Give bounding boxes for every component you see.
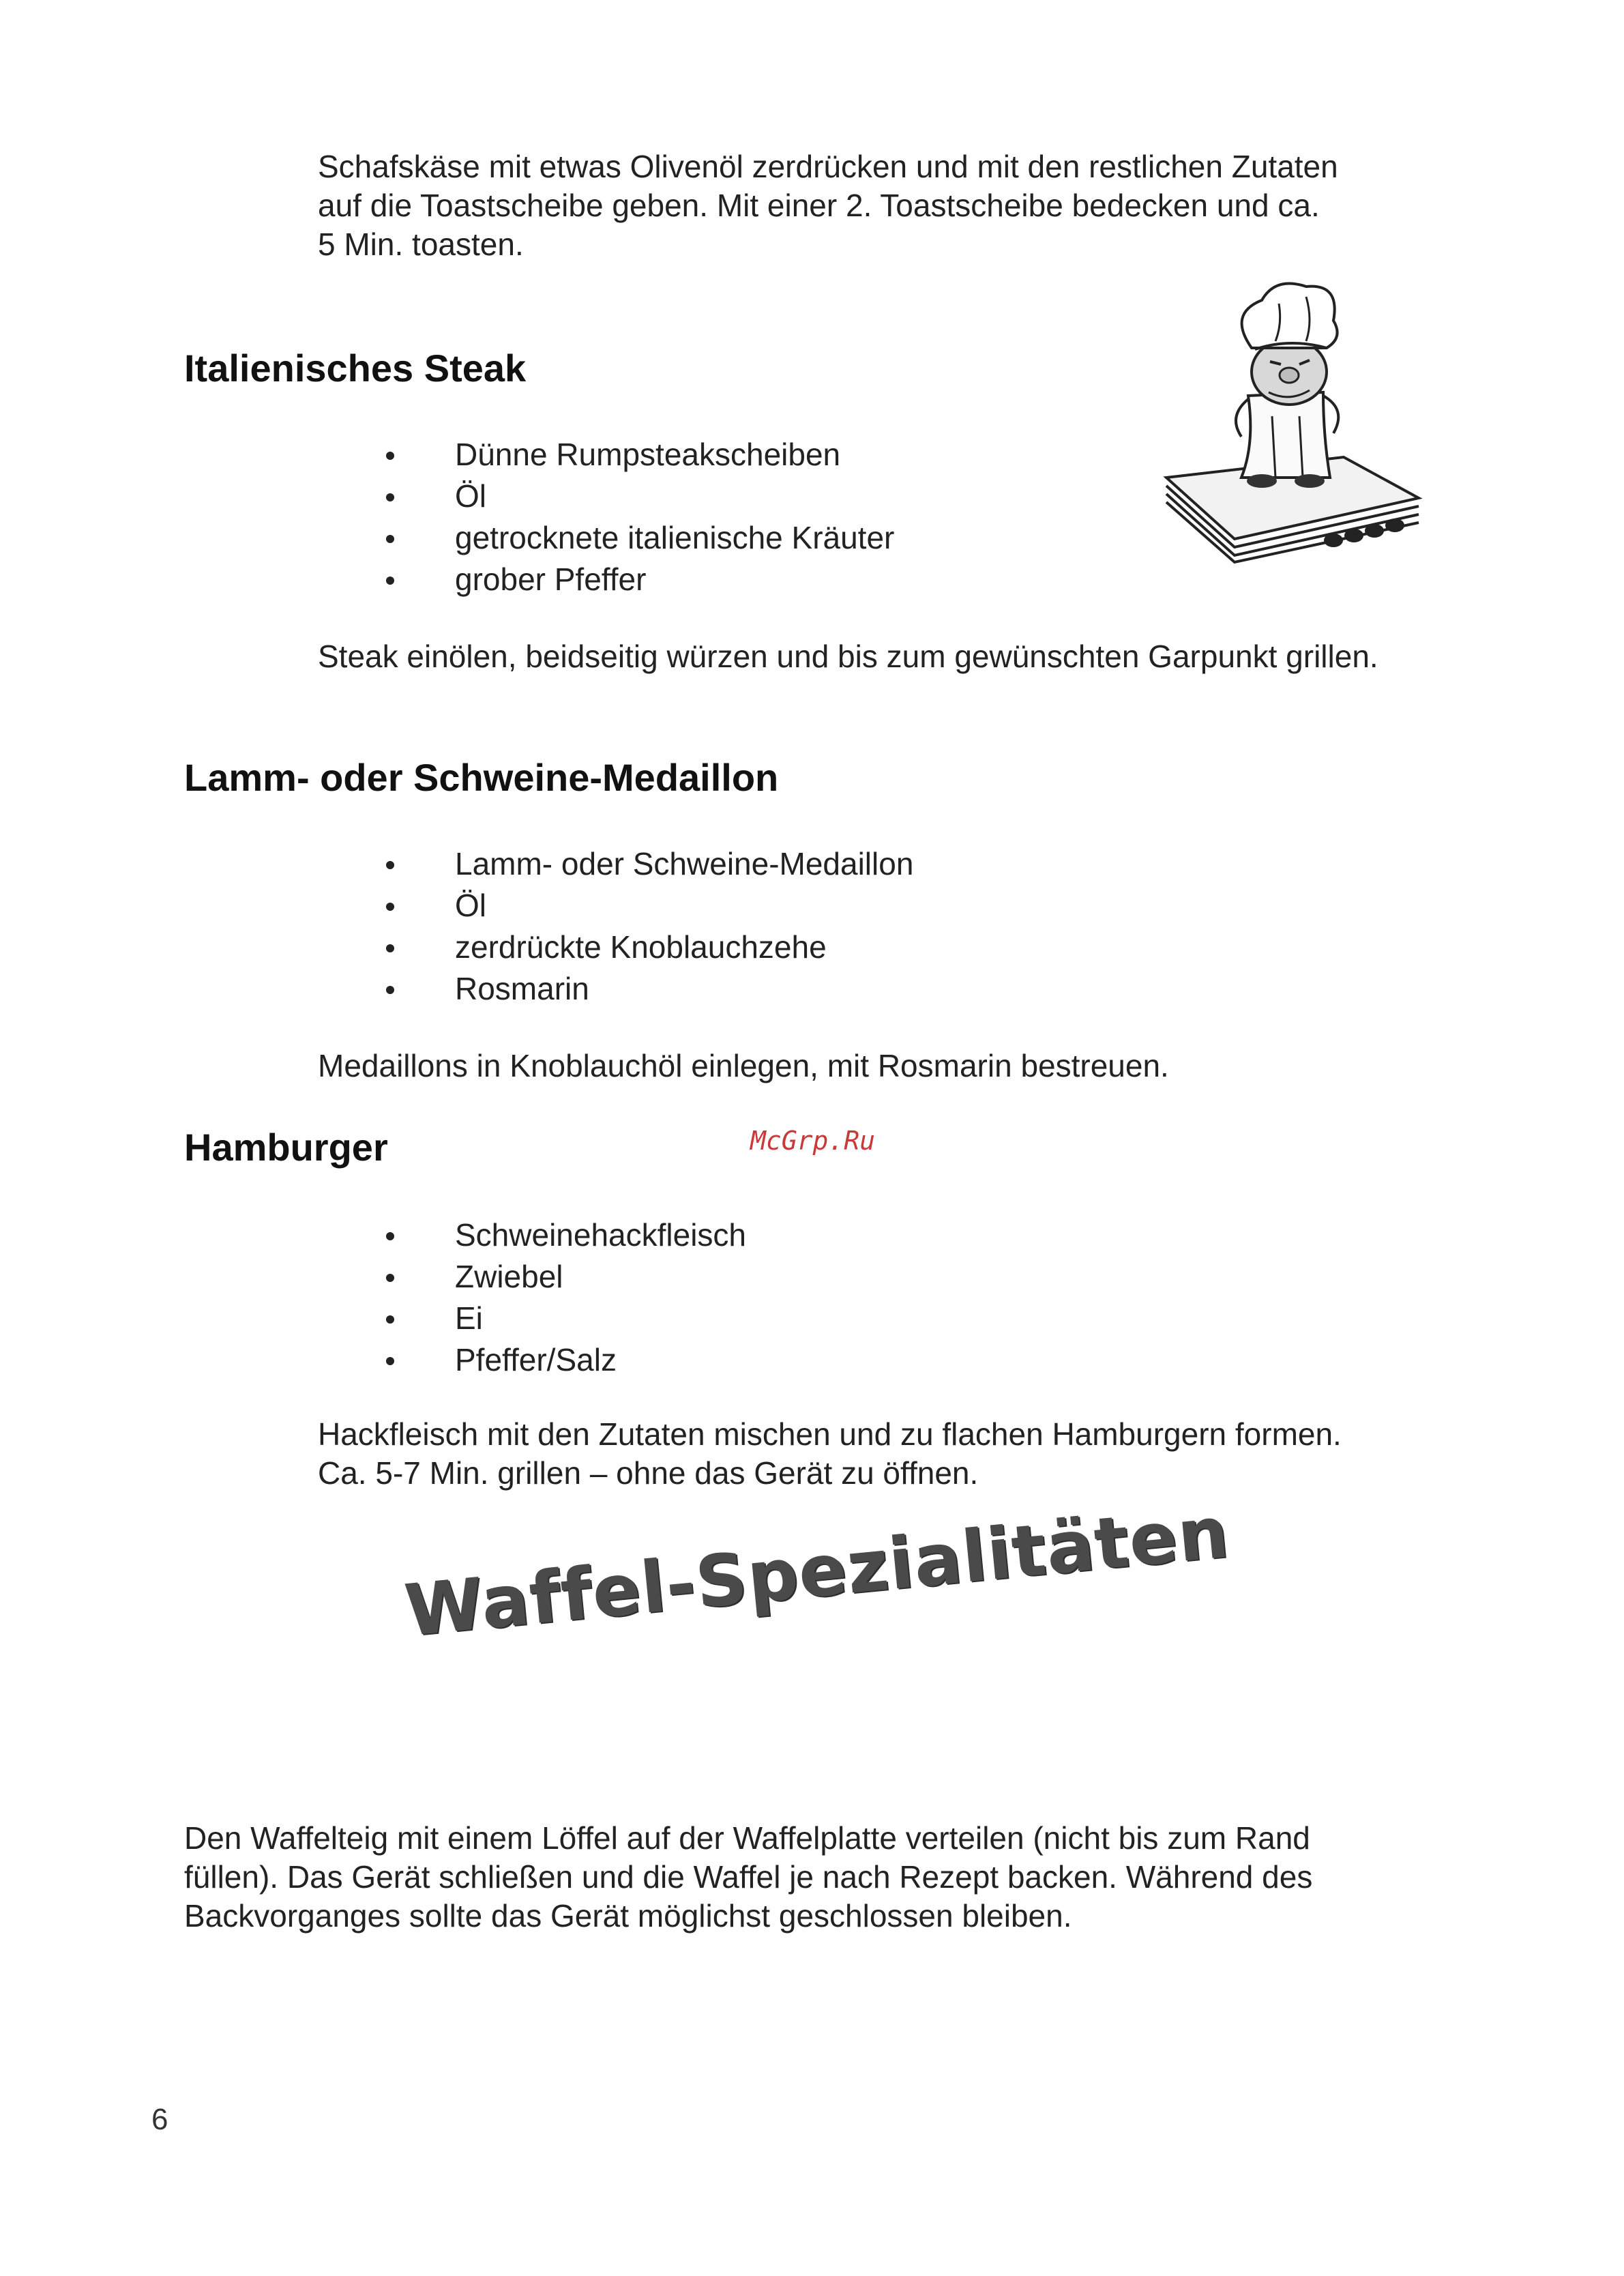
list-item	[382, 1339, 746, 1381]
bullet-icon	[386, 861, 394, 869]
ingredient: Schweinehackfleisch	[455, 1217, 747, 1253]
ingredient: Zwiebel	[455, 1259, 563, 1294]
bullet-icon	[386, 903, 394, 911]
waffle-line: Backvorganges sollte das Gerät möglichst geschlossen bleiben.	[184, 1898, 1072, 1934]
ingredient: Rosmarin	[455, 971, 589, 1006]
intro-paragraph	[318, 147, 1338, 264]
instruction-line: Medaillons in Knoblauchöl einlegen, mit Rosmarin bestreuen.	[318, 1048, 1169, 1083]
ingredient: getrocknete italienische Kräuter	[455, 520, 895, 555]
ingredient: Lamm- oder Schweine-Medaillon	[455, 846, 914, 881]
ingredient: Öl	[455, 888, 486, 923]
list-item	[382, 968, 913, 1010]
bullet-icon	[386, 1315, 394, 1324]
ingredient-list	[382, 1214, 746, 1381]
list-item	[382, 843, 913, 885]
recipe-instructions	[318, 1415, 1342, 1493]
ingredient: grober Pfeffer	[455, 561, 647, 597]
list-item	[382, 927, 913, 968]
list-item	[382, 559, 894, 600]
list-item	[382, 1298, 746, 1339]
section-title: Waffel-Spezialitäten	[401, 1490, 1233, 1652]
intro-line: 5 Min. toasten.	[318, 227, 524, 262]
intro-line: auf die Toastscheibe geben. Mit einer 2. Toastscheibe bedecken und ca.	[318, 188, 1320, 223]
waffle-line: füllen). Das Gerät schließen und die Waffel je nach Rezept backen. Während des	[184, 1859, 1313, 1895]
bullet-icon	[386, 577, 394, 585]
bullet-icon	[386, 535, 394, 543]
waffle-paragraph	[184, 1819, 1312, 1936]
page-number: 6	[151, 2103, 168, 2136]
instruction-line: Hackfleisch mit den Zutaten mischen und zu flachen Hamburgern formen.	[318, 1416, 1342, 1452]
bullet-icon	[386, 944, 394, 952]
ingredient: Öl	[455, 478, 486, 514]
list-item	[382, 885, 913, 927]
recipe-title: Hamburger	[184, 1126, 388, 1169]
ingredient: zerdrückte Knoblauchzehe	[455, 929, 827, 965]
bullet-icon	[386, 1274, 394, 1282]
ingredient: Dünne Rumpsteakscheiben	[455, 437, 841, 472]
instruction-line: Steak einölen, beidseitig würzen und bis zum gewünschten Garpunkt grillen.	[318, 639, 1378, 674]
intro-line: Schafskäse mit etwas Olivenöl zerdrücken und mit den restlichen Zutaten	[318, 149, 1338, 184]
waffle-line: Den Waffelteig mit einem Löffel auf der Waffelplatte verteilen (nicht bis zum Rand	[184, 1820, 1310, 1856]
bullet-icon	[386, 1357, 394, 1365]
recipe-instructions	[318, 1047, 1169, 1085]
bullet-icon	[386, 986, 394, 994]
recipe-title: Italienisches Steak	[184, 347, 527, 390]
instruction-line: Ca. 5-7 Min. grillen – ohne das Gerät zu öffnen.	[318, 1455, 979, 1491]
ingredient-list	[382, 434, 894, 600]
bullet-icon	[386, 493, 394, 501]
chef-cartoon-icon	[1160, 273, 1432, 566]
bullet-icon	[386, 1232, 394, 1240]
bullet-icon	[386, 452, 394, 460]
list-item	[382, 1214, 746, 1256]
list-item	[382, 434, 894, 476]
list-item	[382, 517, 894, 559]
list-item	[382, 476, 894, 517]
list-item	[382, 1256, 746, 1298]
recipe-instructions	[318, 637, 1378, 676]
recipe-title: Lamm- oder Schweine-Medaillon	[184, 756, 779, 799]
watermark: McGrp.Ru	[750, 1126, 876, 1156]
ingredient: Ei	[455, 1300, 483, 1336]
ingredient-list	[382, 843, 913, 1010]
ingredient: Pfeffer/Salz	[455, 1342, 617, 1377]
